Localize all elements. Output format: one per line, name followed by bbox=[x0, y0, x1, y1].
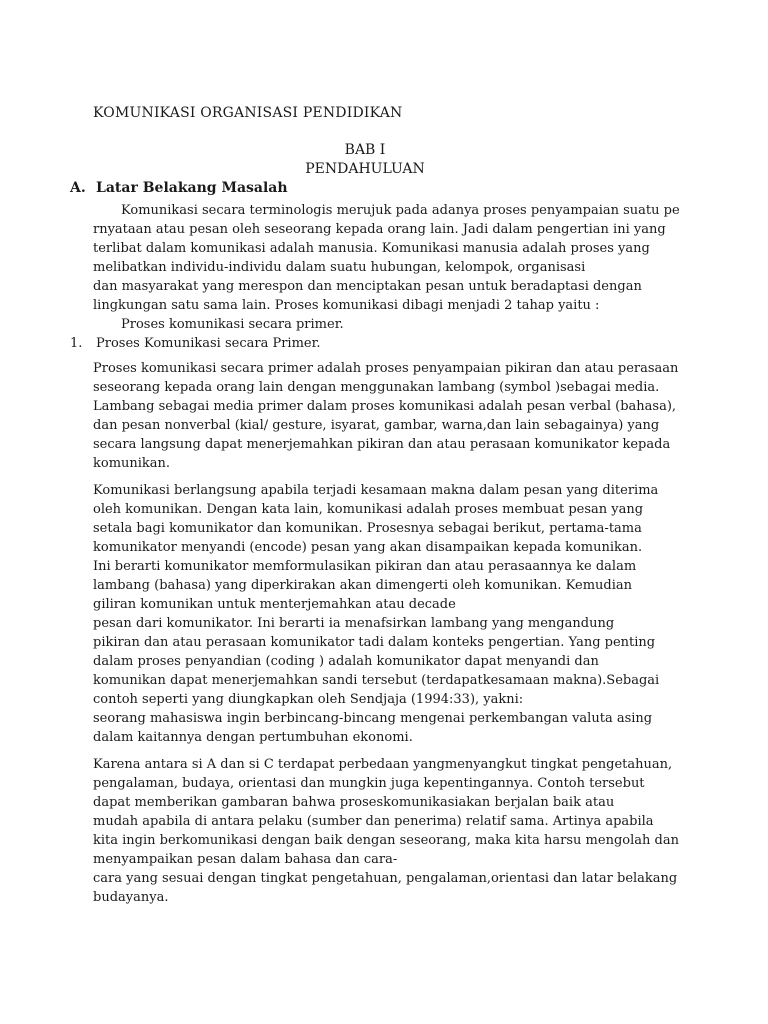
intro-line: rnyataan atau pesan oleh seseorang kepada orang lain. Jadi dalam pengertian ini yang bbox=[93, 222, 666, 237]
paragraph2-line: Ini berarti komunikator memformulasikan pikiran dan atau perasaannya ke dalam bbox=[93, 559, 637, 574]
paragraph1-line: komunikan. bbox=[93, 456, 171, 471]
paragraph2-line: pikiran dan atau perasaan komunikator tadi dalam konteks pengertian. Yang penting bbox=[93, 635, 656, 650]
intro-line: lingkungan satu sama lain. Proses komunikasi dibagi menjadi 2 tahap yaitu : bbox=[93, 298, 600, 313]
paragraph2-line: giliran komunikan untuk menterjemahkan atau decade bbox=[93, 597, 456, 612]
intro-line: dan masyarakat yang merespon dan menciptakan pesan untuk beradaptasi dengan bbox=[93, 279, 642, 294]
paragraph2-line: komunikan dapat menerjemahkan sandi tersebut (terdapatkesamaan makna).Sebagai bbox=[93, 673, 660, 688]
paragraph2-line: dalam proses penyandian (coding ) adalah komunikator dapat menyandi dan bbox=[93, 654, 599, 669]
paragraph2-line: lambang (bahasa) yang diperkirakan akan dimengerti oleh komunikan. Kemudian bbox=[93, 578, 633, 593]
intro-line: terlibat dalam komunikasi adalah manusia. Komunikasi manusia adalah proses yang bbox=[93, 241, 650, 256]
section-title: Latar Belakang Masalah bbox=[96, 180, 288, 196]
paragraph2-line: oleh komunikan. Dengan kata lain, komunikasi adalah proses membuat pesan yang bbox=[93, 502, 644, 517]
paragraph3-line: Karena antara si A dan si C terdapat perbedaan yangmenyangkut tingkat pengetahuan, bbox=[93, 757, 673, 772]
intro-line: melibatkan individu-individu dalam suatu hubungan, kelompok, organisasi bbox=[93, 260, 586, 275]
paragraph3-line: pengalaman, budaya, orientasi dan mungkin juga kepentingannya. Contoh tersebut bbox=[93, 776, 645, 791]
paragraph1-line: seseorang kepada orang lain dengan menggunakan lambang (symbol )sebagai media. bbox=[93, 380, 660, 395]
paragraph2-line: komunikator menyandi (encode) pesan yang akan disampaikan kepada komunikan. bbox=[93, 540, 643, 555]
intro-line: Proses komunikasi secara primer. bbox=[121, 317, 344, 332]
list-item bbox=[70, 336, 321, 351]
paragraph2-line: setala bagi komunikator dan komunikan. Prosesnya sebagai berikut, pertama-tama bbox=[93, 521, 642, 536]
paragraph1-line: dan pesan nonverbal (kial/ gesture, isyarat, gambar, warna,dan lain sebagainya) yang bbox=[93, 418, 660, 433]
paragraph2-line: pesan dari komunikator. Ini berarti ia menafsirkan lambang yang mengandung bbox=[93, 616, 615, 631]
chapter-title: PENDAHULUAN bbox=[305, 161, 425, 177]
paragraph2-line: Komunikasi berlangsung apabila terjadi kesamaan makna dalam pesan yang diterima bbox=[93, 483, 659, 498]
intro-line: Komunikasi secara terminologis merujuk pada adanya proses penyampaian suatu pe bbox=[121, 203, 680, 218]
paragraph3-line: dapat memberikan gambaran bahwa proseskomunikasiakan berjalan baik atau bbox=[93, 795, 615, 810]
paragraph3-line: mudah apabila di antara pelaku (sumber dan penerima) relatif sama. Artinya apabila bbox=[93, 814, 654, 829]
list-item-text: Proses Komunikasi secara Primer. bbox=[96, 336, 321, 351]
paragraph2-line: contoh seperti yang diungkapkan oleh Sendjaja (1994:33), yakni: bbox=[93, 692, 524, 707]
section-heading bbox=[70, 180, 288, 196]
paragraph1-line: Proses komunikasi secara primer adalah proses penyampaian pikiran dan atau perasaan bbox=[93, 361, 679, 376]
paragraph2-line: dalam kaitannya dengan pertumbuhan ekonomi. bbox=[93, 730, 413, 745]
section-marker: A. bbox=[70, 180, 86, 196]
paragraph3-line: budayanya. bbox=[93, 890, 169, 905]
paragraph3-line: menyampaikan pesan dalam bahasa dan cara- bbox=[93, 852, 398, 867]
paragraph2-line: seorang mahasiswa ingin berbincang-bincang mengenai perkembangan valuta asing bbox=[93, 711, 653, 726]
paragraph3-line: kita ingin berkomunikasi dengan baik dengan seseorang, maka kita harsu mengolah dan bbox=[93, 833, 679, 848]
chapter-number: BAB I bbox=[344, 142, 386, 158]
paragraph1-line: secara langsung dapat menerjemahkan pikiran dan atau perasaan komunikator kepada bbox=[93, 437, 671, 452]
paragraph1-line: Lambang sebagai media primer dalam proses komunikasi adalah pesan verbal (bahasa), bbox=[93, 399, 677, 414]
document-title: KOMUNIKASI ORGANISASI PENDIDIKAN bbox=[93, 105, 403, 121]
list-marker: 1. bbox=[70, 336, 83, 351]
paragraph3-line: cara yang sesuai dengan tingkat pengetahuan, pengalaman,orientasi dan latar belakang bbox=[93, 871, 678, 886]
